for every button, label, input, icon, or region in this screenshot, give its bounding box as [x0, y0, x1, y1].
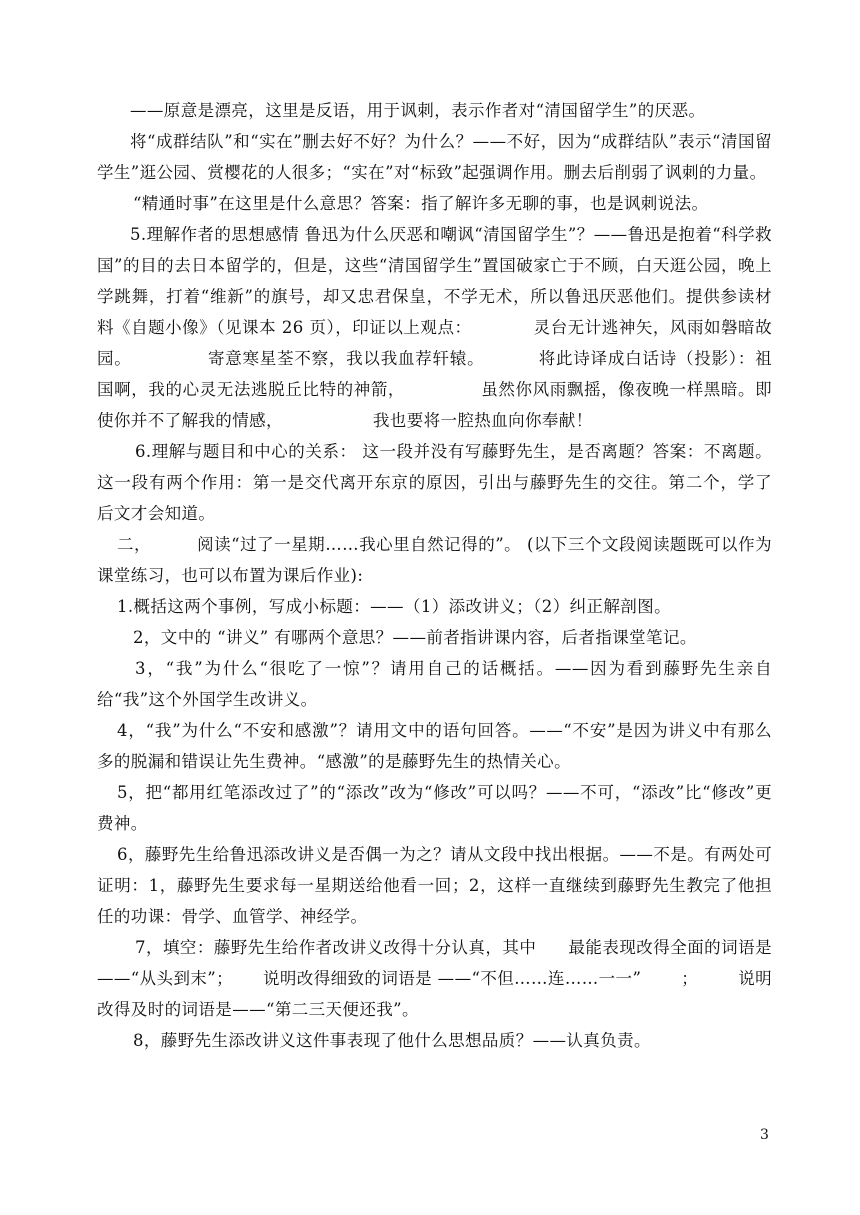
document-body: [97, 95, 772, 1056]
text-line: 1.概括这两个事例，写成小标题：——（1）添改讲义；（2）纠正解剖图。: [117, 597, 671, 616]
text-line: 5.理解作者的思想感情 鲁迅为什么厌恶和嘲讽“清国留学生”？——鲁迅是抱着“科学救国”的目的去日本留学的，但是，这些“清国留学生”置国破家亡于不顾，白天逛公园，晚上学跳舞，打着“维新”的旗号，却又忠君保皇，不学无术，所以鲁迅厌恶他们。提供参读材料《自题小像》（见课本 26 页），印证以上观点：: [97, 225, 772, 337]
text-line: 8，藤野先生添改讲义这件事表现了他什么思想品质？——认真负责。: [133, 1031, 651, 1050]
text-line: 7，填空：藤野先生给作者改讲义改得十分认真，其中: [135, 938, 537, 957]
text-line: 阅读“过了一星期……我心里自然记得的”。 (以下三个文段阅读题既可以作为课堂练习，也可以布置为课后作业):: [97, 535, 772, 585]
text-line: ；: [681, 969, 699, 988]
poem-line: 寄意寒星荃不察，我以我血荐轩辕。: [207, 349, 485, 368]
text-line: 5，把“都用红笔添改过了”的“添改”改为“修改”可以吗？——不可，“添改”比“修改”更费神。: [97, 783, 772, 833]
question-2: [97, 622, 772, 653]
paragraph-topic-relation: [97, 436, 772, 529]
text-line: 2，文中的 “讲义” 有哪两个意思？——前者指讲课内容，后者指课堂笔记。: [133, 628, 697, 647]
paragraph-deletion-question: [97, 126, 772, 188]
question-4: [97, 715, 772, 777]
poem-line: 灵台无计逃神矢，风雨如磐暗故园。: [97, 318, 772, 368]
paragraph-irony-meaning: [97, 95, 772, 126]
text-line: 6.理解与题目和中心的关系： 这一段并没有写藤野先生，是否离题？答案：不离题。这一段有两个作用：第一是交代离开东京的原因，引出与藤野先生的交往。第二个，学了后文才会知道。: [97, 442, 772, 523]
text-line: ——原意是漂亮，这里是反语，用于讽刺，表示作者对“清国留学生”的厌恶。: [130, 101, 706, 120]
text-line: 说明改得及时的词语是——“第二三天便还我”。: [97, 969, 772, 1019]
page-number: 3: [760, 1127, 769, 1143]
text-line: 将此诗译成白话诗（投影）：祖国啊，我的心灵无法逃脱丘比特的神箭，: [97, 349, 772, 399]
question-5: [97, 777, 772, 839]
text-line: 最能表现改得全面的词语是——“从头到末”；: [97, 938, 772, 988]
poem-translation-line: 我也要将一腔热血向你奉献！: [372, 411, 593, 430]
text-line: 将“成群结队”和“实在”删去好不好？为什么？——不好，因为“成群结队”表示“清国留学生”逛公园、赏樱花的人很多；“实在”对“标致”起强调作用。删去后削弱了讽刺的力量。: [97, 132, 772, 182]
paragraph-author-feelings: [97, 219, 772, 436]
text-line: 说明改得细致的词语是 ——“不但……连……一一”: [263, 969, 642, 988]
question-1: [97, 591, 772, 622]
section-number: 二，: [117, 535, 152, 554]
text-line: 6，藤野先生给鲁迅添改讲义是否偶一为之？请从文段中找出根据。——不是。有两处可证明：1，藤野先生要求每一星期送给他看一回；2，这样一直继续到藤野先生教完了他担任的功课：骨学、血管学、神经学。: [97, 845, 772, 926]
question-7: [97, 932, 772, 1025]
text-line: “精通时事”在这里是什么意思？答案：指了解许多无聊的事，也是讽刺说法。: [133, 194, 709, 213]
question-8: [97, 1025, 772, 1056]
text-line: 4，“我”为什么“不安和感激”？请用文中的语句回答。——“不安”是因为讲义中有那么多的脱漏和错误让先生费神。“感激”的是藤野先生的热情关心。: [97, 721, 772, 771]
section-two-heading: [97, 529, 772, 591]
question-3: [97, 653, 772, 715]
poem-translation-line: 虽然你风雨飘摇，像夜晚一样黑暗。即使你并不了解我的情感，: [97, 380, 772, 430]
text-line: 3，“我”为什么“很吃了一惊”？请用自己的话概括。——因为看到藤野先生亲自给“我”这个外国学生改讲义。: [97, 659, 772, 709]
question-6: [97, 839, 772, 932]
paragraph-current-affairs: [97, 188, 772, 219]
